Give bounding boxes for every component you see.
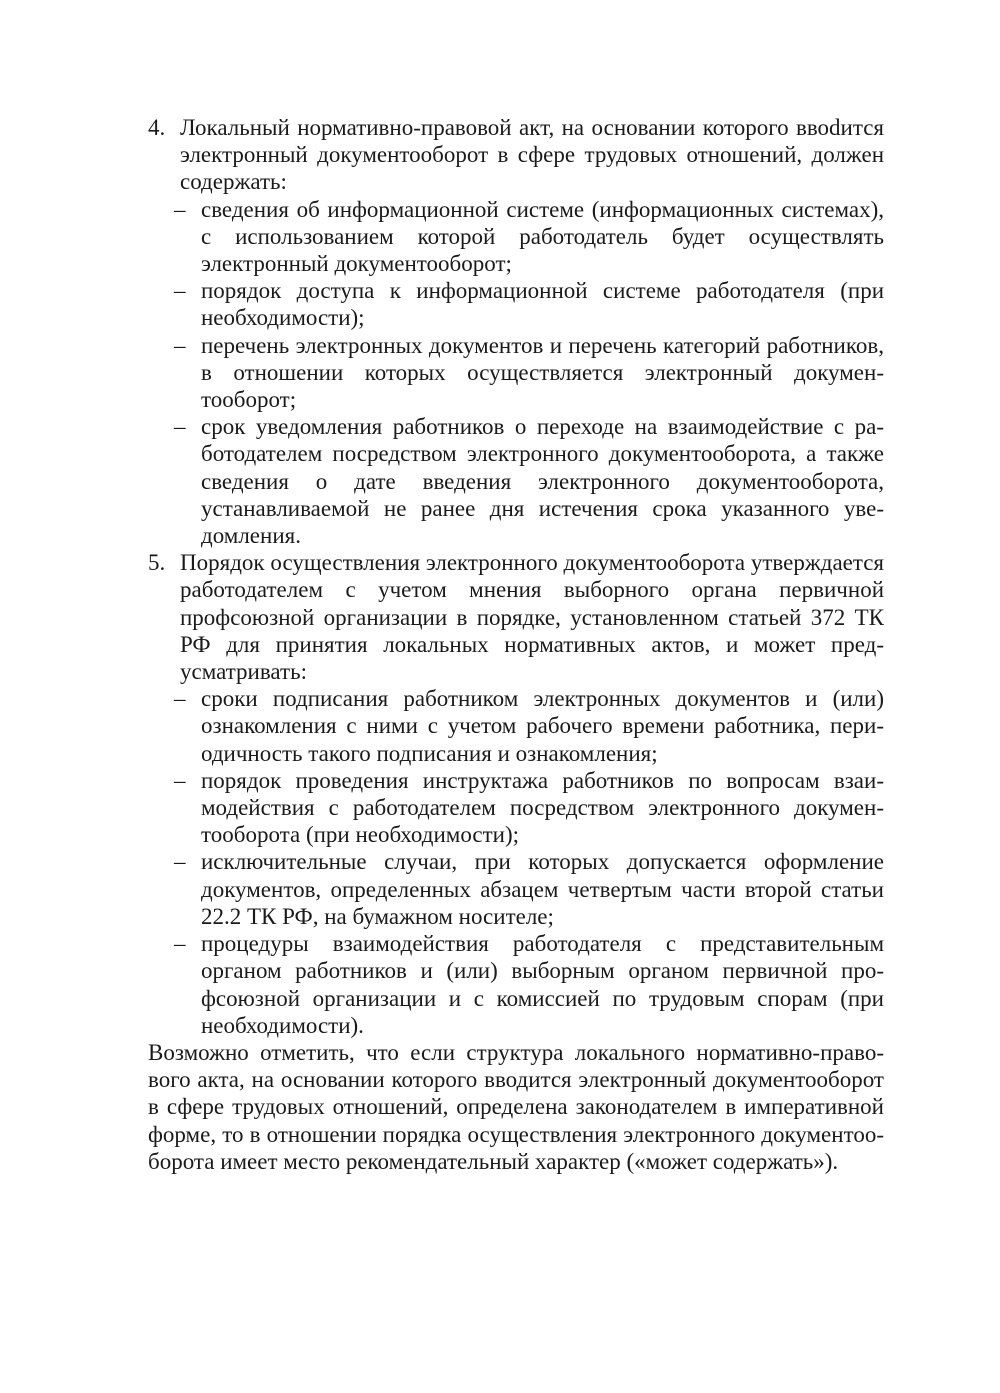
bullet-item bbox=[174, 767, 884, 849]
bullet-item bbox=[174, 930, 884, 1039]
dash-mark: – bbox=[174, 278, 186, 304]
bullet-item bbox=[174, 277, 884, 331]
dash-mark: – bbox=[174, 767, 186, 793]
item-number-4: 4. bbox=[148, 115, 166, 140]
dash-mark: – bbox=[174, 849, 186, 875]
bullet-item bbox=[174, 848, 884, 930]
dash-mark: – bbox=[174, 196, 186, 222]
bullet-item bbox=[174, 685, 884, 767]
dash-mark: – bbox=[174, 332, 186, 358]
bullet-text: сроки подписания работником электронных документов и (или) ознакомления с ними с учетом рабочего времени работника, периодичность такого подписания и ознакомления; bbox=[201, 686, 884, 766]
dash-mark: – bbox=[174, 931, 186, 957]
bullet-text: порядок проведения инструктажа работников по вопросам взаимодействия с работодателем посредством электронного документооборота (при необходимости); bbox=[201, 767, 884, 848]
bullet-text: перечень электронных документов и перечень категорий работников, в отношении которых осуществляется электронный документооборот; bbox=[201, 332, 884, 413]
bullet-text: процедуры взаимодействия работодателя с представительным органом работников и (или) выборным органом первичной профсоюзной организации и с комиссией по трудовым спорам (при необходимости). bbox=[201, 931, 884, 1038]
body-text bbox=[148, 114, 884, 1175]
bullet-text: срок уведомления работников о переходе на взаимодействие с работодателем посредством электронного документооборота, а также сведения о дате введения электронного документооборота, устанавливаемой не ранее дня истечения срока указанного уведомления. bbox=[201, 414, 884, 549]
list-item-5 bbox=[148, 549, 884, 1039]
closing-paragraph: Возможно отметить, что если структура локального нормативно-правового акта, на основании которого вводится электронный документооборот в сфере трудовых отношений, определена законодателем в императивной форме, то в отношении порядка осуществления электронного документооборота имеет место рекомендательный характер («может содержать»). bbox=[148, 1039, 884, 1174]
dash-mark: – bbox=[174, 414, 186, 440]
bullet-text: порядок доступа к информационной системе работодателя (при необходимости); bbox=[201, 278, 884, 331]
bullet-text: сведения об информационной системе (информационных системах), с использованием которой работодатель будет осуществлять электронный документооборот; bbox=[201, 196, 884, 277]
item-4-text: Локальный нормативно-правовой акт, на основании которого ввоdится электронный документооборот в сфере трудовых отношений, должен содержать: bbox=[180, 115, 884, 195]
bullet-item bbox=[174, 413, 884, 549]
bullet-item bbox=[174, 332, 884, 414]
list-item-4 bbox=[148, 114, 884, 549]
item-4-bullet-list bbox=[174, 196, 884, 550]
item-5-bullet-list bbox=[174, 685, 884, 1039]
item-5-text: Порядок осуществления электронного документооборота утверждается работодателем с учетом мнения выборного органа первичной профсоюзной организации в порядке, установленном статьей 372 ТК РФ для принятия локальных нормативных актов, и может предусматривать: bbox=[180, 550, 884, 685]
dash-mark: – bbox=[174, 686, 186, 712]
bullet-text: исключительные случаи, при которых допускается оформление документов, определенных абзацем четвертым части второй статьи 22.2 ТК РФ, на бумажном носителе; bbox=[201, 849, 884, 929]
item-number-5: 5. bbox=[148, 550, 166, 576]
bullet-item bbox=[174, 196, 884, 278]
